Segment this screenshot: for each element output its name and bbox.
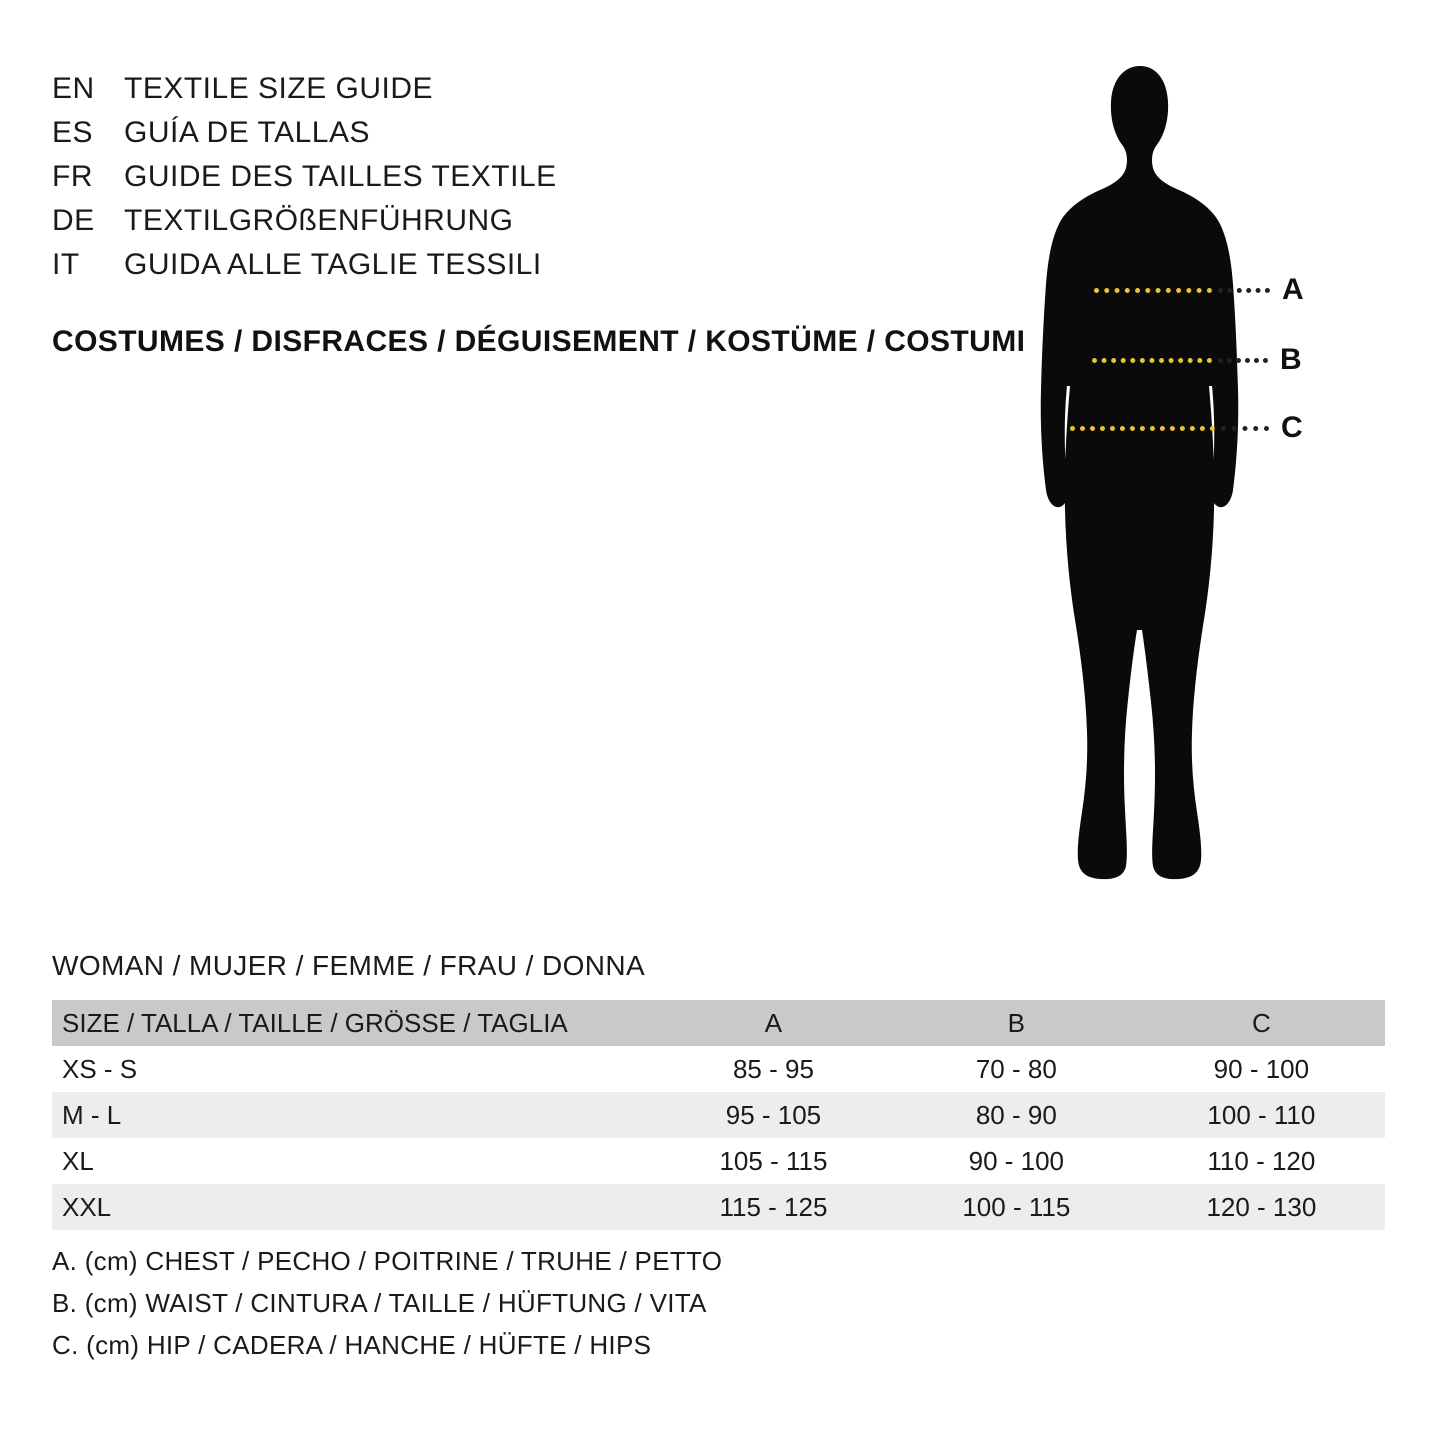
legend-item-c: C. (cm) HIP / CADERA / HANCHE / HÜFTE / HIPS: [52, 1330, 652, 1360]
language-row: [52, 204, 1052, 248]
column-header-size: SIZE / TALLA / TAILLE / GRÖSSE / TAGLIA: [62, 1007, 568, 1038]
cell-size: XL: [62, 1145, 94, 1176]
cell-b: 100 - 115: [962, 1191, 1071, 1222]
cell-c: 100 - 110: [1207, 1099, 1316, 1130]
measure-line-c: [1070, 426, 1215, 431]
table-title: WOMAN / MUJER / FEMME / FRAU / DONNA: [52, 950, 646, 981]
cell-c: 110 - 120: [1207, 1145, 1316, 1176]
leader-line-b: [1218, 358, 1268, 363]
cell-a: 115 - 125: [719, 1191, 828, 1222]
marker-label-b: B: [1280, 343, 1302, 376]
table-row: [52, 1092, 1385, 1138]
cell-a: 85 - 95: [732, 1053, 814, 1084]
cell-b: 70 - 80: [975, 1053, 1057, 1084]
language-code: DE: [52, 204, 95, 237]
column-header-b: B: [1007, 1007, 1025, 1038]
leader-line-a: [1218, 288, 1270, 293]
language-row: [52, 116, 1052, 160]
category-title: COSTUMES / DISFRACES / DÉGUISEMENT / KOSTÜME / COSTUMI: [52, 325, 1026, 358]
marker-row-c: [1070, 411, 1390, 444]
language-title: GUIDE DES TAILLES TEXTILE: [124, 160, 557, 193]
language-title: TEXTILGRÖßENFÜHRUNG: [124, 204, 514, 237]
leader-line-c: [1221, 426, 1269, 431]
column-header-a: A: [764, 1007, 783, 1038]
figure-area: [1020, 60, 1390, 890]
table-header-row: [52, 1000, 1385, 1046]
language-code: ES: [52, 116, 94, 149]
language-row: [52, 160, 1052, 204]
table-row: [52, 1138, 1385, 1184]
cell-c: 120 - 130: [1206, 1191, 1317, 1222]
language-row: [52, 248, 1052, 292]
table-row: [52, 1184, 1385, 1230]
marker-row-b: [1092, 343, 1392, 376]
legend: [52, 1240, 722, 1366]
language-row: [52, 72, 1052, 116]
language-title: TEXTILE SIZE GUIDE: [124, 72, 434, 105]
language-title: GUÍA DE TALLAS: [124, 116, 370, 149]
cell-a: 95 - 105: [725, 1099, 822, 1130]
cell-size: XXL: [62, 1191, 112, 1222]
cell-size: M - L: [62, 1099, 122, 1130]
marker-label-c: C: [1281, 411, 1303, 444]
language-code: EN: [52, 72, 95, 105]
language-title: GUIDA ALLE TAGLIE TESSILI: [124, 248, 542, 281]
cell-b: 90 - 100: [968, 1145, 1065, 1176]
column-header-c: C: [1251, 1007, 1271, 1038]
female-silhouette-icon: [1020, 60, 1260, 890]
language-code: FR: [52, 160, 93, 193]
table-row: [52, 1046, 1385, 1092]
legend-item-a: A. (cm) CHEST / PECHO / POITRINE / TRUHE / PETTO: [52, 1246, 723, 1276]
language-code: IT: [52, 248, 80, 281]
language-list: [52, 72, 1052, 292]
marker-row-a: [1094, 273, 1394, 306]
cell-a: 105 - 115: [719, 1145, 828, 1176]
marker-label-a: A: [1282, 273, 1304, 306]
legend-item-b: B. (cm) WAIST / CINTURA / TAILLE / HÜFTUNG / VITA: [52, 1288, 707, 1318]
measure-line-b: [1092, 358, 1212, 363]
cell-c: 90 - 100: [1213, 1053, 1310, 1084]
size-table: [52, 1000, 1385, 1230]
measure-line-a: [1094, 288, 1212, 293]
cell-b: 80 - 90: [975, 1099, 1057, 1130]
cell-size: XS - S: [62, 1053, 138, 1084]
